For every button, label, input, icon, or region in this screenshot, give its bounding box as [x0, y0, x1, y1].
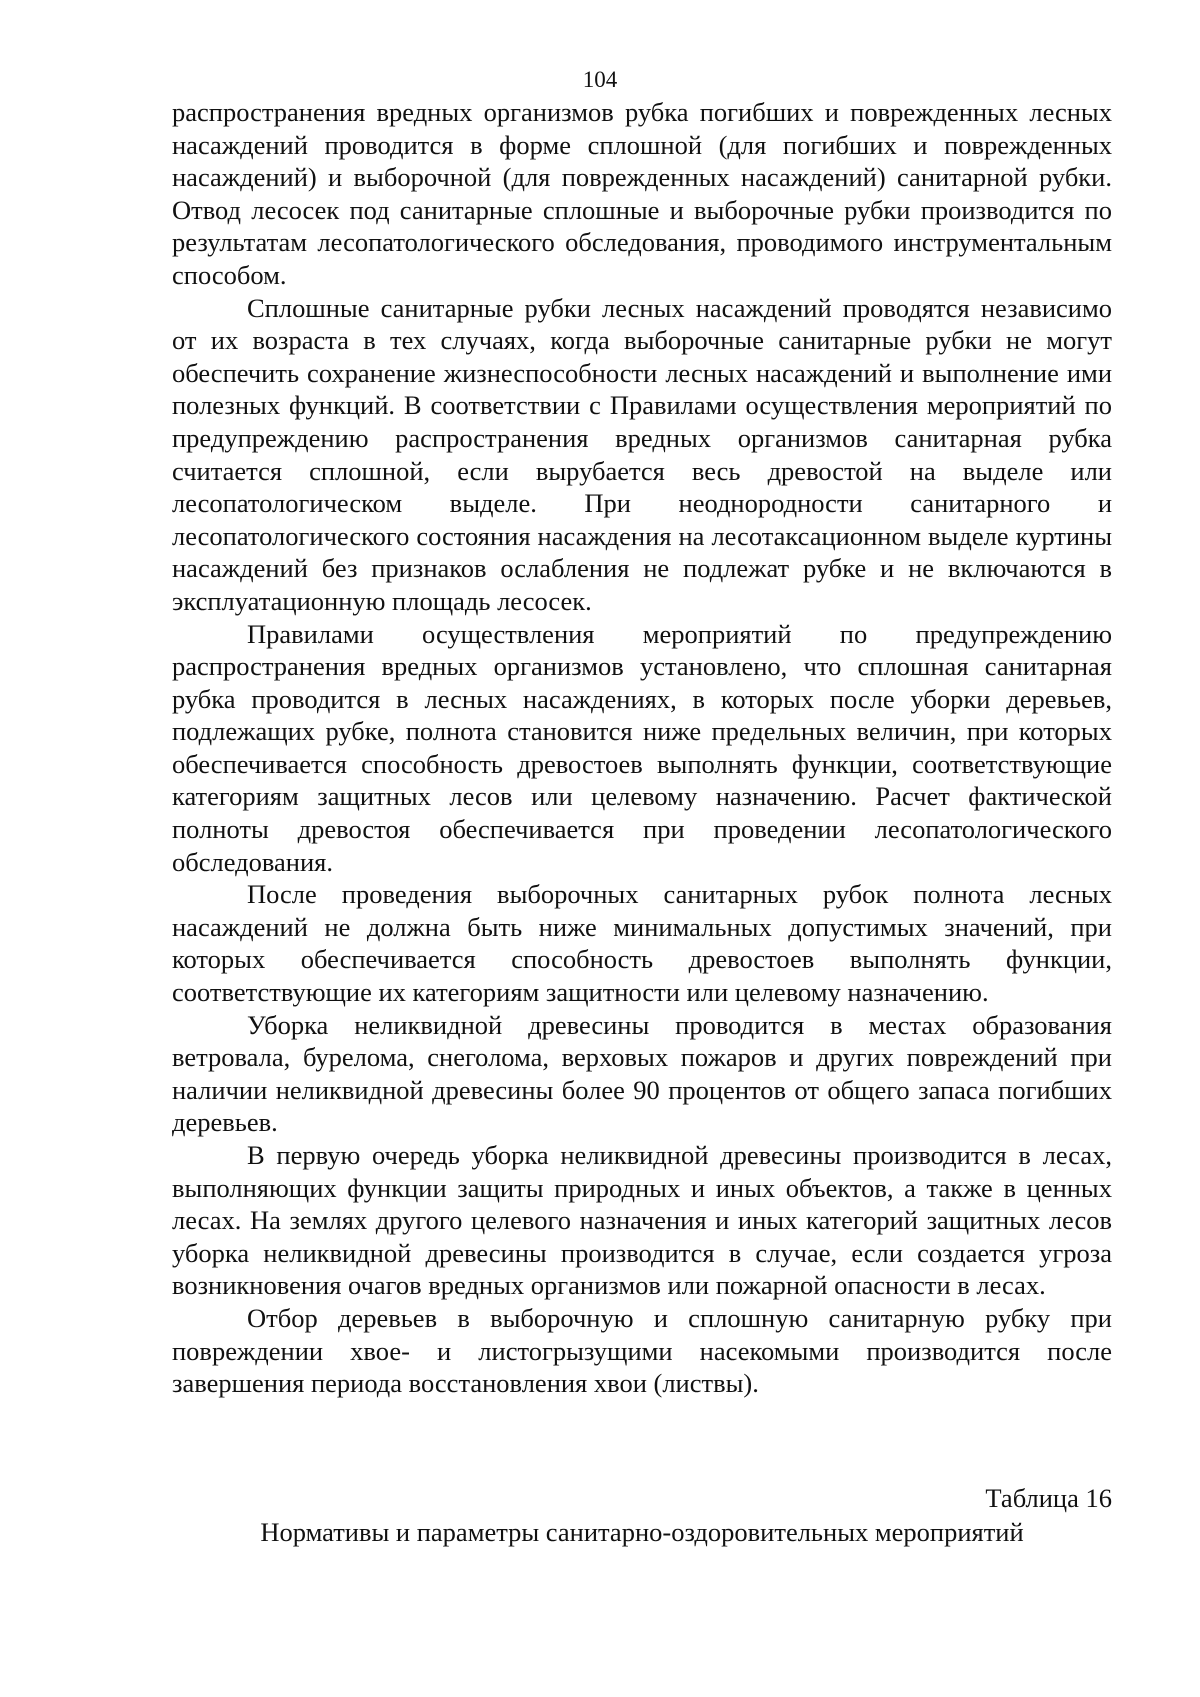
paragraph-tree-selection: Отбор деревьев в выборочную и сплошную санитарную рубку при повреждении хвое- и листогрызущими насекомыми производится после завершения периода восстановления хвои (листвы).: [172, 1302, 1112, 1399]
paragraph-continuation: распространения вредных организмов рубка погибших и поврежденных лесных насаждений проводится в форме сплошной (для погибших и поврежденных насаждений) и выборочной (для поврежденных насаждений) санитарной рубки. Отвод лесосек под санитарные сплошные и выборочные рубки производится по результатам лесопатологического обследования, проводимого инструментальным способом.: [172, 97, 1112, 290]
paragraph-priority: В первую очередь уборка неликвидной древесины производится в лесах, выполняющих функции защиты природных и иных объектов, а также в ценных лесах. На землях другого целевого назначения и иных категорий защитных лесов уборка неликвидной древесины производится в случае, если создается угроза возникновения очагов вредных организмов или пожарной опасности в лесах.: [172, 1140, 1112, 1301]
paragraph-clear-cutting: Сплошные санитарные рубки лесных насаждений проводятся независимо от их возраста в тех случаях, когда выборочные санитарные рубки не могут обеспечить сохранение жизнеспособности лесных насаждений и выполнение ими полезных функций. В соответствии с Правилами осуществления мероприятий по предупреждению распространения вредных организмов санитарная рубка считается сплошной, если вырубается весь древостой на выделе или лесопатологическом выделе. При неоднородности санитарного и лесопатологического состояния насаждения на лесотаксационном выделе куртины насаждений без признаков ослабления не подлежат рубке и не включаются в эксплуатационную площадь лесосек.: [172, 292, 1112, 616]
body-text: [172, 96, 1112, 1400]
paragraph-rules: Правилами осуществления мероприятий по предупреждению распространения вредных организмов установлено, что сплошная санитарная рубка проводится в лесных насаждениях, в которых после уборки деревьев, подлежащих рубке, полнота становится ниже предельных величин, при которых обеспечивается способность древостоев выполнять функции, соответствующие категориям защитных лесов или целевому назначению. Расчет фактической полноты древостоя обеспечивается при проведении лесопатологического обследования.: [172, 618, 1112, 877]
table-label: Таблица 16: [985, 1483, 1112, 1513]
table-title: Нормативы и параметры санитарно-оздоровительных мероприятий: [260, 1517, 1024, 1547]
paragraph-selective-cutting: После проведения выборочных санитарных рубок полнота лесных насаждений не должна быть ниже минимальных допустимых значений, при которых обеспечивается способность древостоев выполнять функции, соответствующие их категориям защитности или целевому назначению.: [172, 879, 1112, 1008]
paragraph-illiquid-wood: Уборка неликвидной древесины проводится в местах образования ветровала, бурелома, снеголома, верховых пожаров и других повреждений при наличии неликвидной древесины более 90 процентов от общего запаса погибших деревьев.: [172, 1009, 1112, 1138]
page-number: 104: [582, 67, 618, 92]
